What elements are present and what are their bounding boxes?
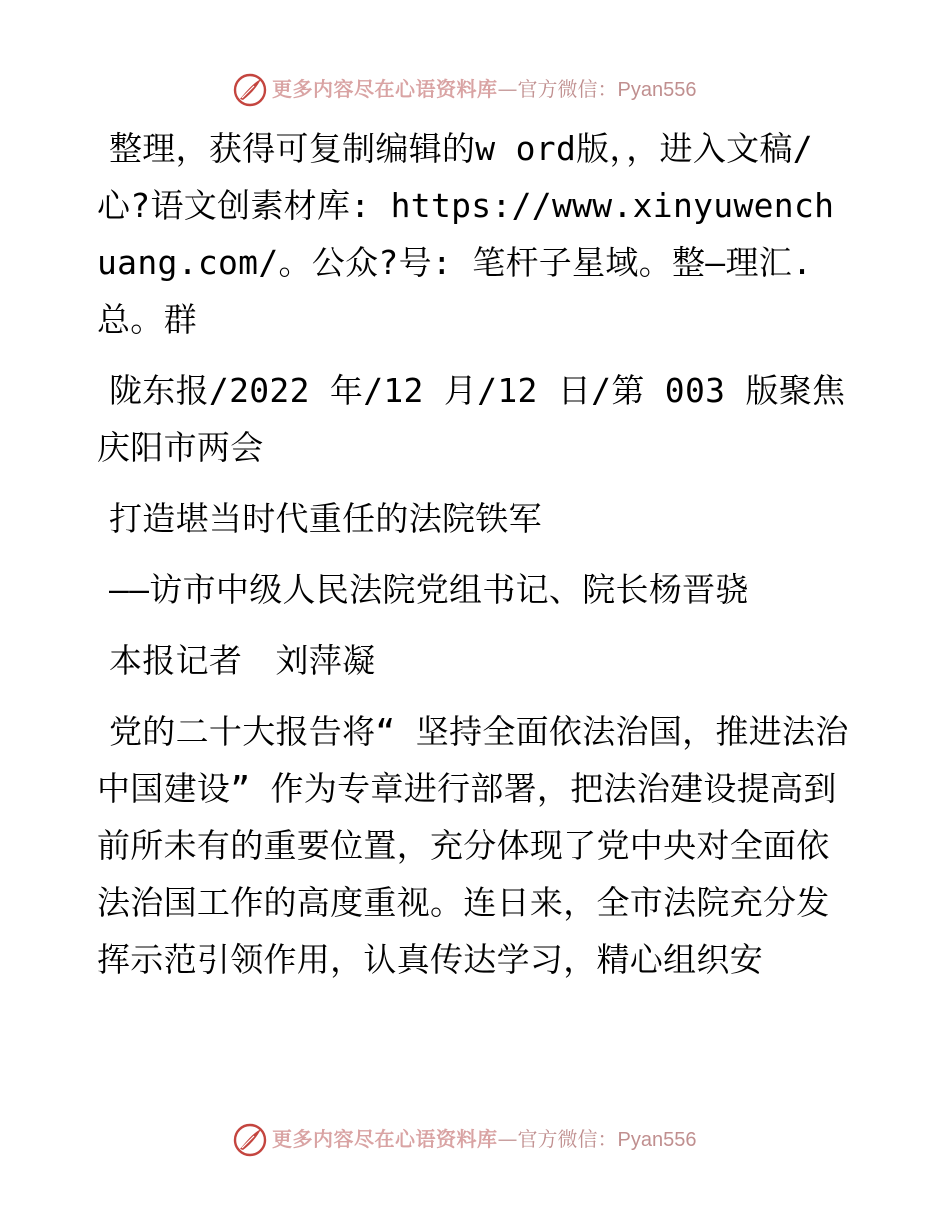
body-paragraph: 党的二十大报告将“ 坚持全面依法治国，推进法治中国建设” 作为专章进行部署，把法治建设提高到前所未有的重要位置，充分体现了党中央对全面依法治国工作的高度重视。连日来，全市法院充分发挥示范引领作用，认真传达学习，精心组织安 [97,712,849,979]
header-wechat-id: Pyan556 [617,79,697,101]
footer-separator: — [497,1127,518,1151]
article-subtitle: ——访市中级人民法院党组书记、院长杨晋骁 [109,570,749,609]
header-separator: — [497,77,518,101]
footer-watermark-text [272,1127,696,1152]
header-watermark-banner [0,70,950,110]
footer-brand-text: 更多内容尽在心语资料库 [272,1127,498,1151]
footer-wechat-label: 官方微信： [517,1127,618,1151]
document-body [97,120,853,1002]
header-wechat-label: 官方微信： [517,77,618,101]
article-title: 打造堪当时代重任的法院铁军 [109,499,542,538]
quill-pen-logo-icon [232,1122,268,1158]
footer-wechat-id: Pyan556 [617,1129,697,1151]
source-line: 陇东报/2022 年/12 月/12 日/第 003 版聚焦庆阳市两会 [97,371,846,467]
footer-watermark-banner [0,1120,950,1160]
header-brand-text: 更多内容尽在心语资料库 [272,77,498,101]
quill-pen-logo-icon [232,72,268,108]
intro-notice-paragraph: 整理，获得可复制编辑的w ord版，，进入文稿/心?语文创素材库: https://www.xinyuwenchuang.com/。公众?号: 笔杆子星域。整—理汇.总。群 [97,129,835,339]
byline: 本报记者 刘萍凝 [109,641,376,680]
header-watermark-text [272,77,696,102]
